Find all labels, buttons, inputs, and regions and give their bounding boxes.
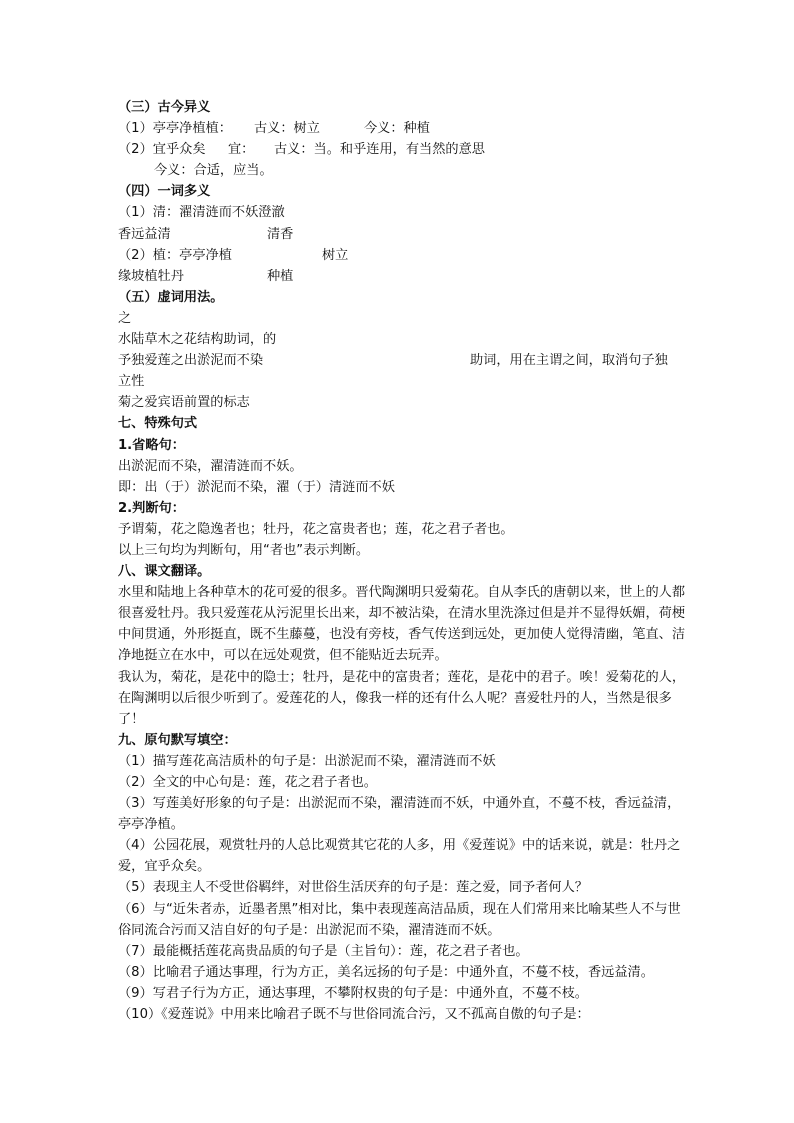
meaning-text: 种植	[267, 268, 294, 284]
function-word-usage-2-cont: 立性	[118, 374, 145, 390]
ellipsis-explanation: 即：出（于）淤泥而不染，濯（于）清涟而不妖	[118, 479, 395, 495]
dictation-question-7: （7）最能概括莲花高贵品质的句子是（主旨句）：莲，花之君子者也。	[118, 943, 529, 959]
example-text: 缘坡植牡丹	[118, 268, 184, 284]
modern-meaning: 今义：种植	[364, 121, 430, 137]
dictation-question-9: （9）写君子行为方正，通达事理，不攀附权贵的句子是：中通外直，不蔓不枝。	[118, 985, 588, 1001]
dictation-question-5: （5）表现主人不受世俗羁绊，对世俗生活厌弃的句子是：莲之爱，同予者何人？	[118, 880, 588, 896]
subheading-ellipsis: 1.省略句：	[118, 437, 185, 453]
section-heading-polysemy: （四）一词多义	[118, 184, 211, 200]
modern-meaning-line: 今义：合适，应当。	[154, 163, 273, 179]
section-heading-special-sentences: 七、特殊句式	[118, 416, 198, 432]
dictation-question-3: （3）写莲美好形象的句子是：出淤泥而不染，濯清涟而不妖，中通外直，不蔓不枝，香远益清，亭亭净植。	[118, 796, 681, 833]
judgment-explanation: 以上三句均为判断句，用“者也”表示判断。	[118, 542, 370, 558]
polysemy-item-2-b	[118, 266, 688, 287]
ancient-meaning: 古义：树立	[254, 121, 320, 137]
section-heading-translation: 八、课文翻译。	[118, 564, 211, 580]
dictation-question-8: （8）比喻君子通达事理，行为方正，美名远扬的句子是：中通外直，不蔓不枝，香远益清。	[118, 964, 654, 980]
dictation-question-2: （2）全文的中心句是：莲，花之君子者也。	[118, 775, 377, 790]
dictation-question-1: （1）描写莲花高洁质朴的句子是：出淤泥而不染，濯清涟而不妖	[118, 753, 496, 769]
function-word-usage-3: 菊之爱宾语前置的标志	[118, 395, 250, 411]
translation-paragraph-1: 水里和陆地上各种草木的花可爱的很多。晋代陶渊明只爱菊花。自从李氏的唐朝以来，世上的人都很喜爱牡丹。我只爱莲花从污泥里长出来，却不被沾染，在清水里洗涤过但是并不显得妖媚，荷梗中间贯通，外形挺直，既不生藤蔓，也没有旁枝，香气传送到远处，更加使人觉得清幽，笔直、洁净地挺立在水中，可以在远处观赏，但不能贴近去玩弄。	[118, 585, 686, 664]
item-text: （2）宜乎众矣	[118, 142, 206, 158]
polysemy-item-2	[118, 245, 688, 266]
section-heading-ancient-modern-meanings: （三）古今异义	[118, 100, 211, 115]
dictation-question-10: （10）《爱莲说》中用来比喻君子既不与世俗同流合污，又不孤高自傲的句子是：	[118, 1007, 590, 1023]
example-text: 予独爱莲之出淤泥而不染	[118, 353, 264, 369]
example-text: （2）植：亭亭净植	[118, 247, 232, 263]
ellipsis-example: 出淤泥而不染，濯清涟而不妖。	[118, 458, 303, 474]
polysemy-item-1: （1）清：濯清涟而不妖澄澈	[118, 205, 285, 221]
judgment-example: 予谓菊，花之隐逸者也；牡丹，花之富贵者也；莲，花之君子者也。	[118, 521, 514, 537]
ancient-modern-item-2	[118, 139, 688, 160]
function-word-usage-2	[118, 350, 688, 371]
meaning-text: 树立	[322, 247, 349, 263]
function-word-usage-1: 水陆草木之花结构助词，的	[118, 332, 277, 348]
item-word: 宜：	[228, 142, 255, 158]
document-page	[118, 97, 688, 1025]
function-word: 之	[118, 310, 132, 326]
dictation-question-4: （4）公园花展，观赏牡丹的人总比观赏其它花的人多，用《爱莲说》中的话来说，就是：牡丹之爱，宜乎众矣。	[118, 838, 681, 875]
item-text: （1）亭亭净植植：	[118, 121, 232, 137]
section-heading-dictation: 九、原句默写填空：	[118, 732, 237, 748]
section-heading-function-words: （五）虚词用法。	[118, 289, 224, 305]
subheading-judgment: 2.判断句：	[118, 500, 185, 516]
dictation-question-6: （6）与“近朱者赤，近墨者黑”相对比，集中表现莲高洁品质，现在人们常用来比喻某些人不与世俗同流合污而又洁自好的句子是：出淤泥而不染，濯清涟而不妖。	[118, 901, 681, 938]
meaning-text: 清香	[267, 226, 294, 242]
translation-paragraph-2: 我认为，菊花，是花中的隐士；牡丹，是花中的富贵者；莲花，是花中的君子。唉！爱菊花的人，在陶渊明以后很少听到了。爱莲花的人，像我一样的还有什么人呢？喜爱牡丹的人，当然是很多了！	[118, 669, 686, 727]
usage-text: 助词，用在主谓之间，取消句子独	[470, 353, 668, 369]
ancient-meaning: 古义：当。和乎连用，有当然的意思	[274, 142, 485, 158]
polysemy-item-1-b	[118, 224, 688, 245]
ancient-modern-item-1	[118, 118, 688, 139]
example-text: 香远益清	[118, 226, 171, 242]
